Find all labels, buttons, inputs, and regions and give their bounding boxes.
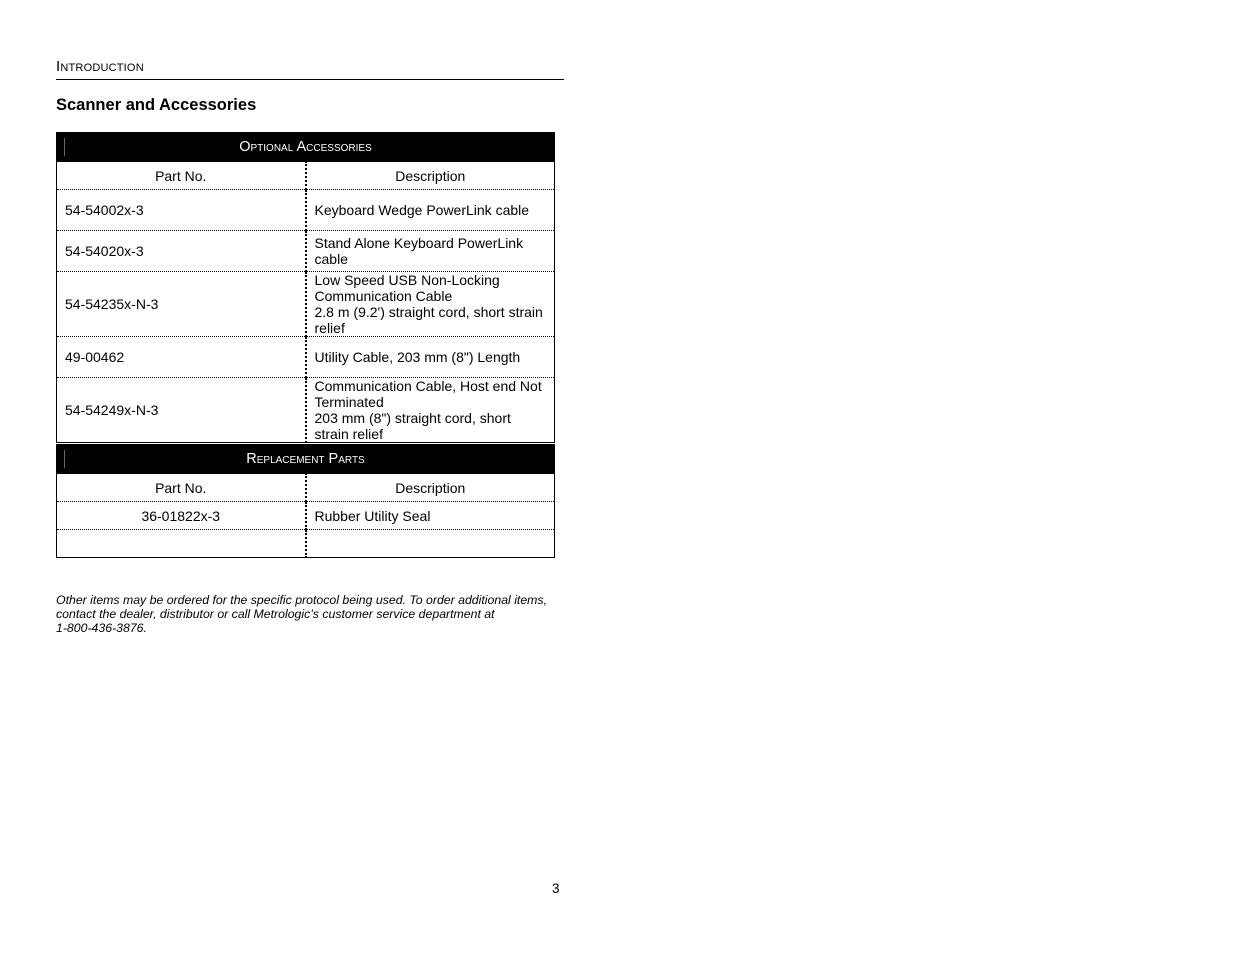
caption-tick	[64, 138, 65, 156]
section-title: Introduction	[56, 58, 144, 75]
table-header-row	[57, 474, 555, 502]
description-line: Utility Cable, 203 mm (8") Length	[314, 349, 521, 365]
part-number: 54-54002x-3	[57, 190, 306, 231]
column-header-description: Description	[306, 162, 555, 190]
table-header-row	[57, 162, 555, 190]
page-number: 3	[552, 881, 560, 896]
note-line: contact the dealer, distributor or call Metrologic’s customer service department at	[56, 607, 495, 621]
part-number: 49-00462	[57, 337, 306, 378]
caption-tick	[64, 450, 65, 468]
description-line: 2.8 m (9.2') straight cord, short strain relief	[314, 304, 543, 336]
optional-accessories-table	[56, 132, 555, 443]
page-title: Scanner and Accessories	[56, 96, 257, 114]
column-header-part-no: Part No.	[57, 162, 306, 190]
part-description	[306, 378, 555, 443]
description-line: Keyboard Wedge PowerLink cable	[314, 202, 530, 218]
table-row	[57, 231, 555, 272]
part-description	[306, 530, 555, 558]
description-line: Stand Alone Keyboard PowerLink cable	[314, 235, 524, 267]
table-row	[57, 530, 555, 558]
part-number: 54-54020x-3	[57, 231, 306, 272]
part-number	[57, 530, 306, 558]
part-description	[306, 190, 555, 231]
part-description	[306, 272, 555, 337]
part-description	[306, 231, 555, 272]
description-line: Low Speed USB Non-Locking Communication Cable	[314, 272, 500, 304]
ordering-note	[56, 593, 566, 635]
table-row	[57, 378, 555, 443]
part-number: 54-54249x-N-3	[57, 378, 306, 443]
column-header-description: Description	[306, 474, 555, 502]
part-number: 54-54235x-N-3	[57, 272, 306, 337]
note-line: 1-800-436-3876.	[56, 621, 147, 635]
table-row	[57, 337, 555, 378]
table-caption-label: Replacement Parts	[246, 451, 365, 467]
replacement-parts-table	[56, 444, 555, 558]
description-line: Communication Cable, Host end Not Terminated	[314, 378, 542, 410]
table-row	[57, 190, 555, 231]
table-row	[57, 502, 555, 530]
note-line: Other items may be ordered for the specific protocol being used. To order additional items,	[56, 593, 547, 607]
part-number: 36-01822x-3	[57, 502, 306, 530]
description-line: 203 mm (8") straight cord, short strain relief	[314, 410, 511, 442]
table-caption	[57, 133, 555, 162]
table-caption-label: Optional Accessories	[239, 139, 372, 155]
table-caption	[57, 445, 555, 474]
part-description	[306, 337, 555, 378]
column-header-part-no: Part No.	[57, 474, 306, 502]
table-row	[57, 272, 555, 337]
part-description: Rubber Utility Seal	[306, 502, 555, 530]
page-header	[56, 58, 564, 80]
